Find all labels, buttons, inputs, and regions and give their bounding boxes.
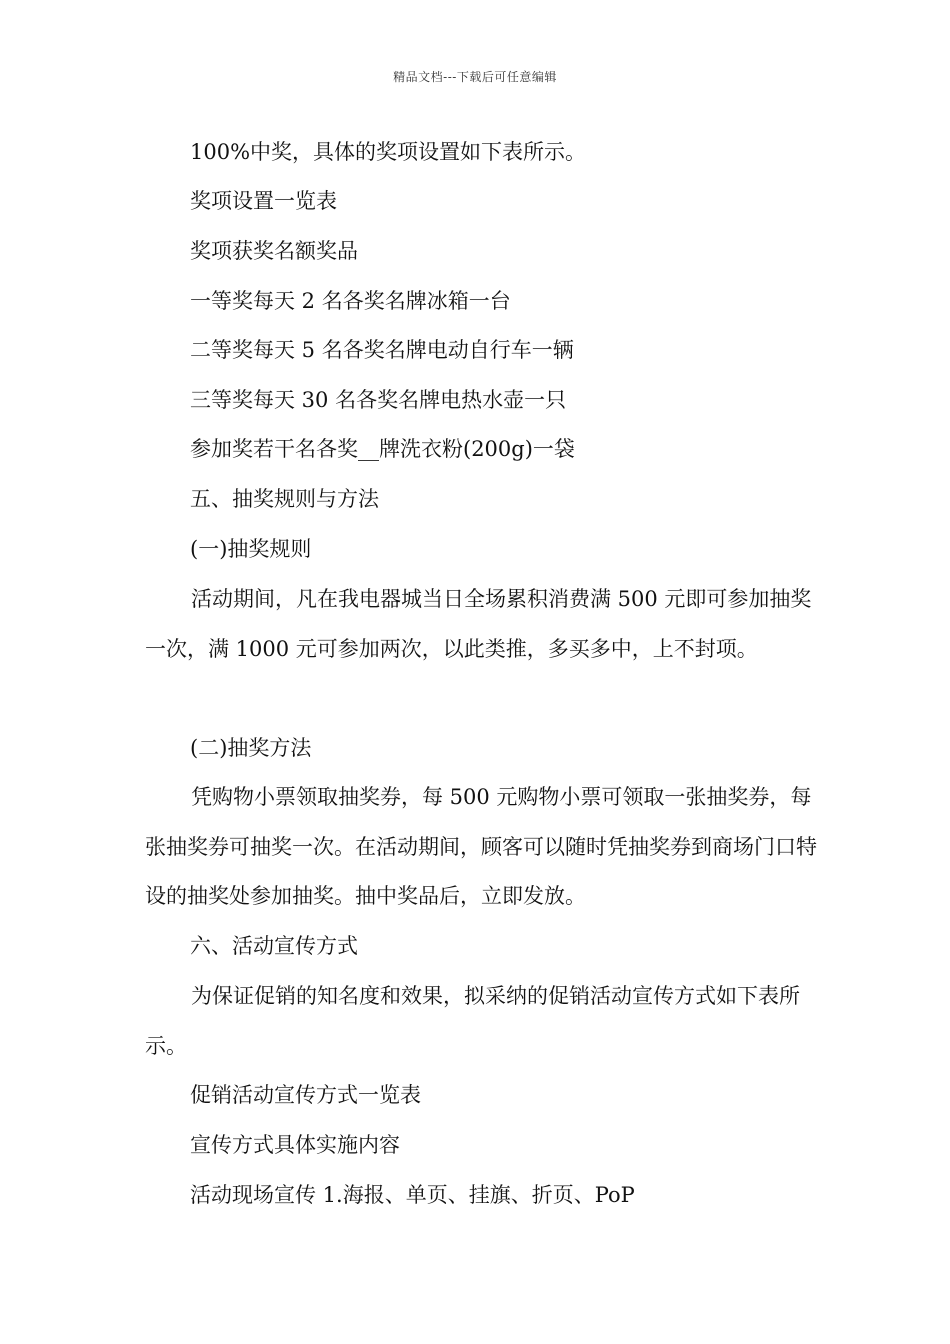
table-row: 一等奖每天 2 名各奖名牌冰箱一台 [190,289,511,313]
paragraph: 活动期间，凡在我电器城当日全场累积消费满 500 元即可参加抽奖一次，满 1000 元可参加两次，以此类推，多买多中，上不封项。 [145,587,812,661]
table-title: 促销活动宣传方式一览表 [190,1083,421,1107]
subsection-heading: (二)抽奖方法 [190,736,312,760]
table-row: 参加奖若干名各奖__牌洗衣粉(200g)一袋 [190,437,575,461]
section-heading: 六、活动宣传方式 [190,934,358,958]
paragraph: 为保证促销的知名度和效果，拟采纳的促销活动宣传方式如下表所示。 [145,984,800,1058]
table-row: 二等奖每天 5 名各奖名牌电动自行车一辆 [190,338,574,362]
table-title: 奖项设置一览表 [190,189,337,213]
table-header-row: 宣传方式具体实施内容 [190,1133,400,1157]
table-row: 活动现场宣传 1.海报、单页、挂旗、折页、PoP [190,1183,635,1207]
table-row: 三等奖每天 30 名各奖名牌电热水壶一只 [190,388,567,412]
subsection-heading: (一)抽奖规则 [190,537,312,561]
section-heading: 五、抽奖规则与方法 [190,487,379,511]
page-header: 精品文档---下载后可任意编辑 [393,70,557,84]
paragraph: 凭购物小票领取抽奖券，每 500 元购物小票可领取一张抽奖券，每张抽奖券可抽奖一次。在活动期间，顾客可以随时凭抽奖券到商场门口特设的抽奖处参加抽奖。抽中奖品后，立即发放。 [145,785,817,908]
text-line: 100%中奖，具体的奖项设置如下表所示。 [190,140,587,164]
table-header-row: 奖项获奖名额奖品 [190,239,358,263]
